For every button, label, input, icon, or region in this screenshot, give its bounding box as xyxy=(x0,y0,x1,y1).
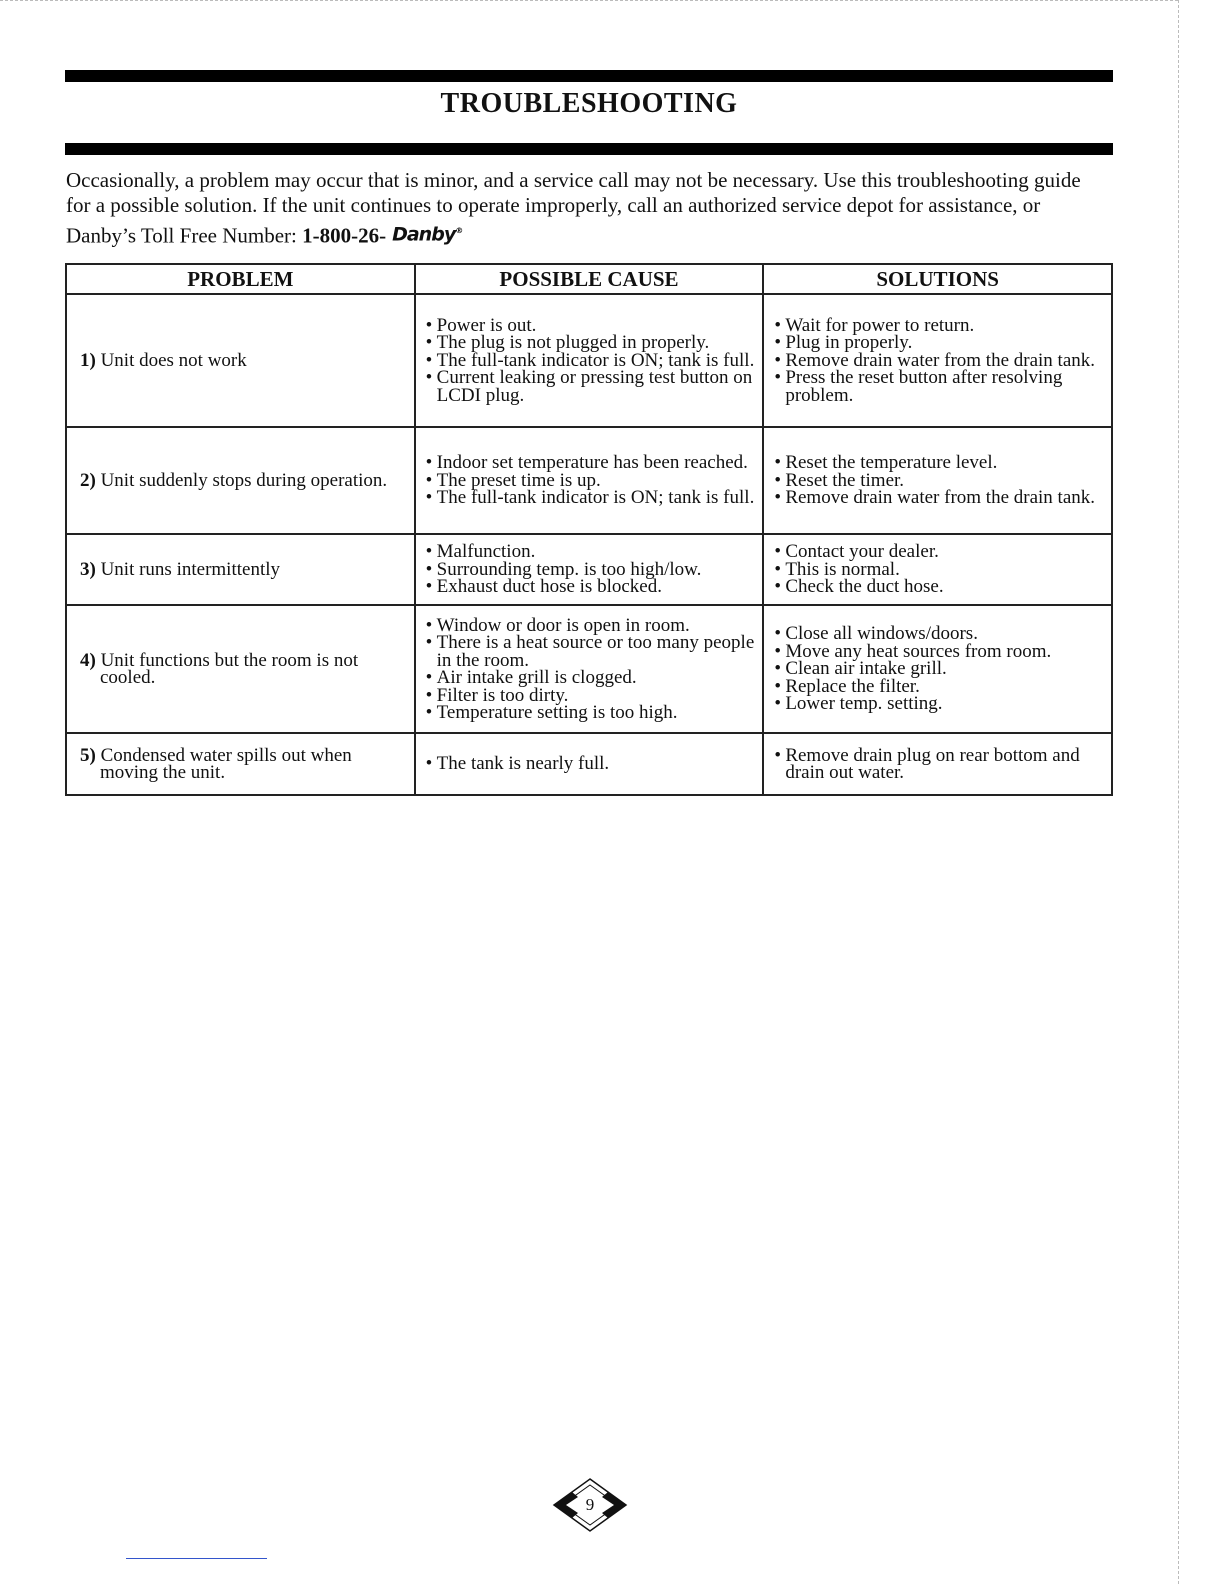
cause-list xyxy=(422,614,757,723)
solution-item: • Replace the filter. xyxy=(770,678,1105,696)
cause-item: • The plug is not plugged in properly. xyxy=(422,334,757,352)
page-number-badge xyxy=(552,1475,628,1535)
cause-cell xyxy=(415,733,764,795)
cause-item: • Temperature setting is too high. xyxy=(422,704,757,722)
cause-cell xyxy=(415,427,764,534)
solution-item: • This is normal. xyxy=(770,561,1105,579)
page-title: TROUBLESHOOTING xyxy=(440,88,738,119)
page-border-right xyxy=(1178,0,1179,1584)
header-possible-cause: POSSIBLE CAUSE xyxy=(415,264,764,294)
solution-cell xyxy=(763,294,1112,427)
troubleshooting-table xyxy=(65,263,1113,796)
problem-number: 5) xyxy=(80,744,96,766)
cause-item: • The full-tank indicator is ON; tank is full. xyxy=(422,489,757,507)
cause-item: • Indoor set temperature has been reached. xyxy=(422,454,757,472)
solution-list xyxy=(770,625,1105,713)
solution-item: • Reset the temperature level. xyxy=(770,454,1105,472)
table-row xyxy=(66,733,1112,795)
cause-cell xyxy=(415,605,764,733)
problem-cell xyxy=(66,605,415,733)
problem-number: 3) xyxy=(80,558,96,580)
solution-cell xyxy=(763,733,1112,795)
problem-number: 4) xyxy=(80,649,96,671)
cause-item: • Filter is too dirty. xyxy=(422,687,757,705)
problem-cell xyxy=(66,427,415,534)
header-problem: PROBLEM xyxy=(66,264,415,294)
solution-list xyxy=(770,314,1105,406)
problem-number: 1) xyxy=(80,349,96,371)
intro-paragraph xyxy=(66,168,1106,248)
cause-item: • Malfunction. xyxy=(422,543,757,561)
header-solutions: SOLUTIONS xyxy=(763,264,1112,294)
table-header-row xyxy=(66,264,1112,294)
solution-item: • Check the duct hose. xyxy=(770,578,1105,596)
problem-label: Unit runs intermittently xyxy=(100,558,281,580)
cause-item: • Surrounding temp. is too high/low. xyxy=(422,561,757,579)
cause-list xyxy=(422,454,757,507)
table-row xyxy=(66,534,1112,605)
solution-item: • Wait for power to return. xyxy=(770,317,1105,335)
solution-item: • Remove drain water from the drain tank. xyxy=(770,489,1105,507)
cause-item: • The preset time is up. xyxy=(422,472,757,490)
solution-list xyxy=(770,454,1105,507)
solution-item: • Remove drain plug on rear bottom and drain out water. xyxy=(770,747,1105,782)
header-rule-top xyxy=(65,70,1113,82)
problem-label: Unit functions but the room is not cooled. xyxy=(100,649,359,688)
problem-label: Condensed water spills out when moving the unit. xyxy=(100,744,352,783)
solution-item: • Close all windows/doors. xyxy=(770,625,1105,643)
page-number: 9 xyxy=(585,1495,595,1514)
solution-item: • Clean air intake grill. xyxy=(770,660,1105,678)
solution-item: • Contact your dealer. xyxy=(770,543,1105,561)
cause-item: • The full-tank indicator is ON; tank is full. xyxy=(422,352,757,370)
header-rule-bottom xyxy=(65,143,1113,155)
solution-cell xyxy=(763,605,1112,733)
solution-item: • Remove drain water from the drain tank. xyxy=(770,352,1105,370)
solution-list xyxy=(770,744,1105,783)
problem-number: 2) xyxy=(80,469,96,491)
solution-item: • Move any heat sources from room. xyxy=(770,643,1105,661)
cause-item: • Current leaking or pressing test button on LCDI plug. xyxy=(422,369,757,404)
solution-item: • Press the reset button after resolving problem. xyxy=(770,369,1105,404)
intro-text: Occasionally, a problem may occur that is minor, and a service call may not be necessary. Use this troubleshooting guide for a possible solution. If the unit continues to operate improperly, call an authorized service depot for assistance, or Danby’s Toll Free Number: xyxy=(66,168,1081,248)
problem-cell xyxy=(66,534,415,605)
table-row xyxy=(66,605,1112,733)
cause-list xyxy=(422,755,757,773)
danby-logo-text: Danby xyxy=(392,223,456,246)
cause-item: • Power is out. xyxy=(422,317,757,335)
problem-text xyxy=(73,349,408,371)
cause-item: • There is a heat source or too many people in the room. xyxy=(422,634,757,669)
problem-cell xyxy=(66,294,415,427)
solution-cell xyxy=(763,534,1112,605)
solution-item: • Reset the timer. xyxy=(770,472,1105,490)
cause-cell xyxy=(415,294,764,427)
cause-item: • Air intake grill is clogged. xyxy=(422,669,757,687)
problem-label: Unit suddenly stops during operation. xyxy=(100,469,388,491)
problem-cell xyxy=(66,733,415,795)
problem-label: Unit does not work xyxy=(100,349,247,371)
danby-logo: Danby® xyxy=(392,223,463,246)
solution-item: • Plug in properly. xyxy=(770,334,1105,352)
problem-text xyxy=(73,744,408,783)
solution-cell xyxy=(763,427,1112,534)
footer-link-underline xyxy=(126,1558,267,1559)
cause-cell xyxy=(415,534,764,605)
toll-free-number: 1-800-26- xyxy=(302,223,387,248)
problem-text xyxy=(73,469,408,491)
solution-list xyxy=(770,543,1105,596)
problem-text xyxy=(73,649,408,688)
cause-item: • Exhaust duct hose is blocked. xyxy=(422,578,757,596)
table-row xyxy=(66,427,1112,534)
cause-item: • The tank is nearly full. xyxy=(422,755,757,773)
cause-list xyxy=(422,314,757,406)
cause-item: • Window or door is open in room. xyxy=(422,617,757,635)
cause-list xyxy=(422,543,757,596)
table-row xyxy=(66,294,1112,427)
page-border-top xyxy=(0,0,1178,1)
problem-text xyxy=(73,558,408,580)
solution-item: • Lower temp. setting. xyxy=(770,695,1105,713)
